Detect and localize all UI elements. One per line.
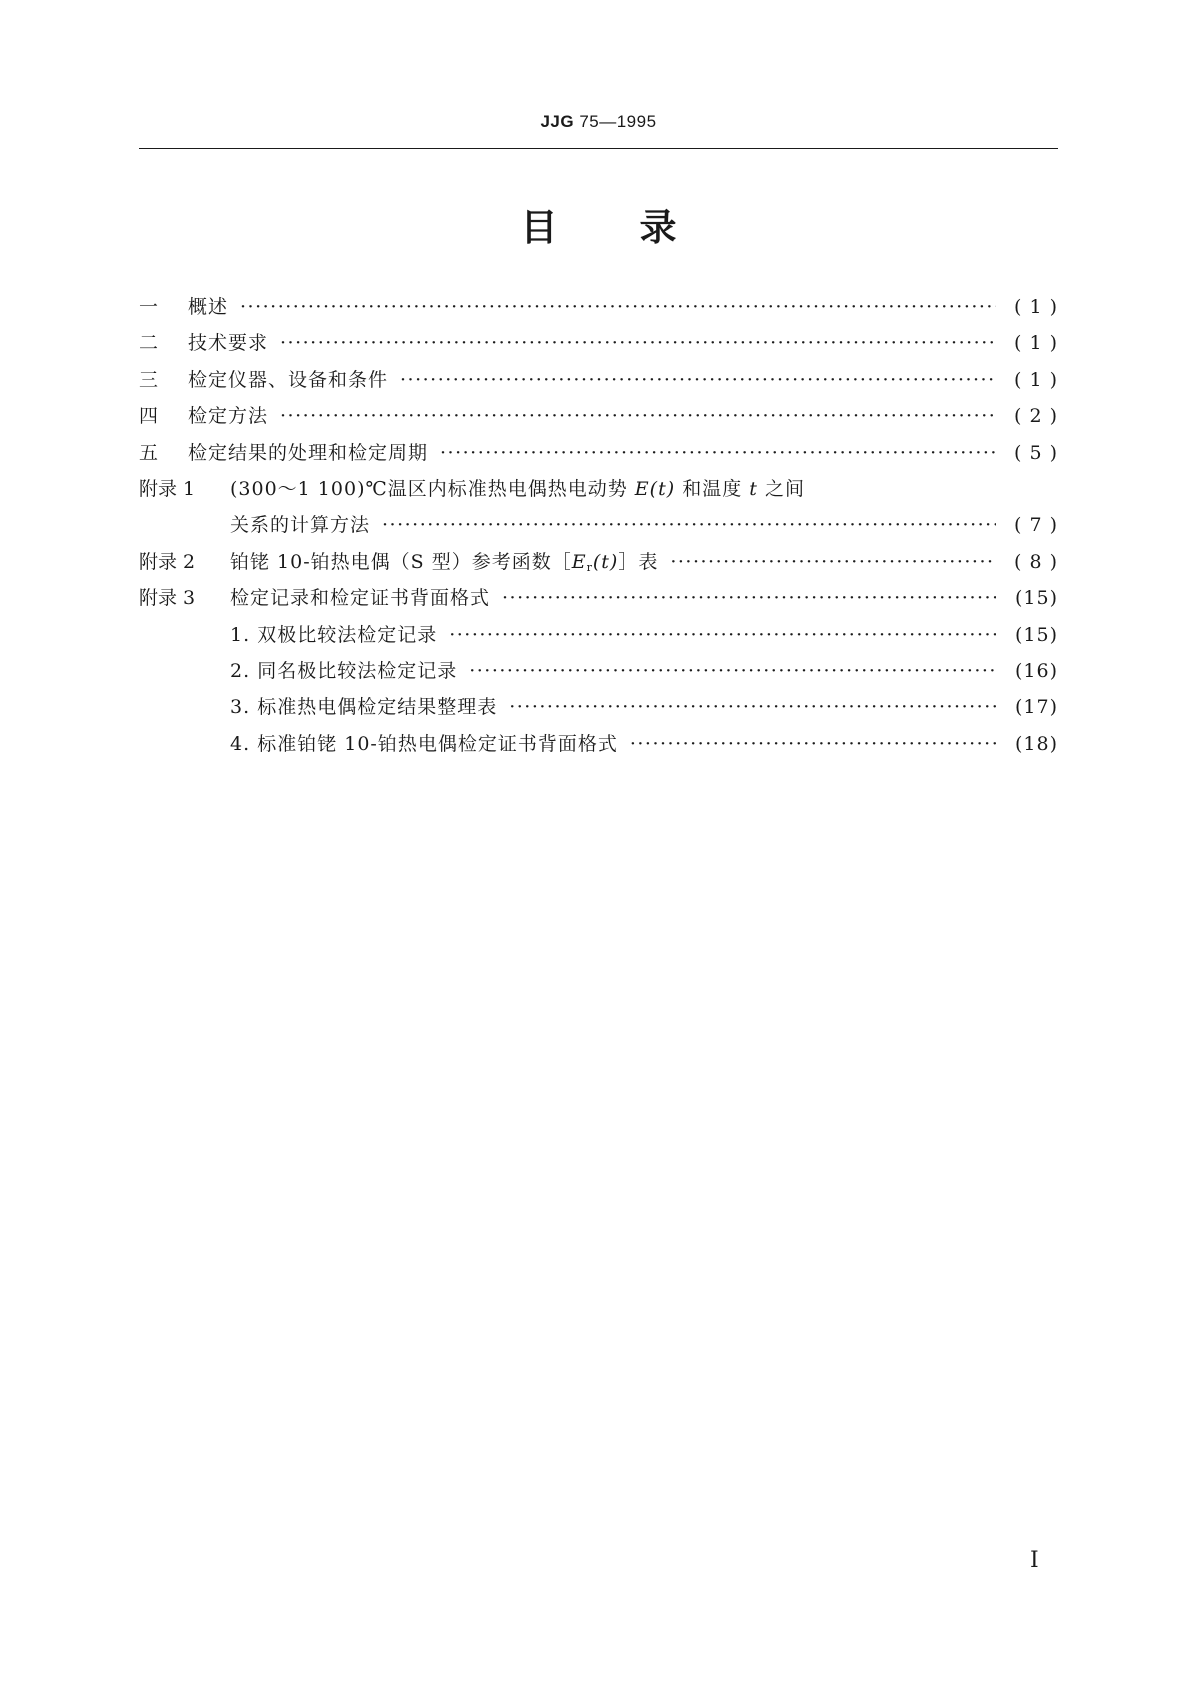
toc-title-char-2: 录 bbox=[639, 206, 677, 249]
toc-entry-page: ( 5 ) bbox=[1014, 441, 1058, 464]
toc-leader-dots bbox=[449, 617, 996, 653]
standard-code: JJG bbox=[540, 112, 575, 131]
document-header bbox=[139, 112, 1058, 132]
toc-leader-dots bbox=[509, 689, 996, 725]
toc-entry-number: 附录 2 bbox=[139, 550, 196, 573]
app2-title-part1: 铂铑 10-铂热电偶（S 型）参考函数［ bbox=[230, 550, 572, 573]
toc-entry-number: 二 bbox=[139, 332, 159, 355]
toc-leader-dots bbox=[630, 726, 996, 762]
toc-entry-app2[interactable] bbox=[139, 544, 1058, 580]
toc-entry-title: 检定仪器、设备和条件 bbox=[188, 368, 389, 391]
toc-entry-number: 附录 1 bbox=[139, 477, 196, 500]
toc-leader-dots bbox=[469, 653, 996, 689]
toc-entry-page: ( 2 ) bbox=[1014, 405, 1058, 428]
toc-title bbox=[139, 204, 1058, 252]
app2-title-var2: (t) bbox=[592, 550, 619, 573]
app2-title-var: E bbox=[571, 550, 587, 573]
toc-leader-dots bbox=[240, 289, 996, 325]
toc-leader-dots bbox=[400, 362, 996, 398]
toc-entry-page: (15) bbox=[1014, 623, 1058, 646]
app3-3-title: 标准热电偶检定结果整理表 bbox=[257, 696, 498, 719]
toc-entry-app3-1[interactable] bbox=[139, 617, 1058, 653]
toc-entry-title bbox=[230, 653, 457, 689]
toc-entry-number: 四 bbox=[139, 405, 159, 428]
toc-entry-title bbox=[230, 726, 618, 762]
toc-entry-title bbox=[230, 617, 437, 653]
toc-leader-dots bbox=[502, 580, 996, 616]
toc-leader-dots bbox=[670, 544, 996, 580]
app1-title-var2: t bbox=[749, 477, 758, 500]
toc-entry-page: (17) bbox=[1014, 696, 1058, 719]
toc-title-char-1: 目 bbox=[520, 206, 558, 249]
toc-entry-title: 检定结果的处理和检定周期 bbox=[188, 441, 429, 464]
header-rule bbox=[139, 148, 1058, 149]
toc-entry-title: 检定记录和检定证书背面格式 bbox=[230, 587, 491, 610]
toc-leader-dots bbox=[280, 325, 996, 361]
toc-entry-number: 附录 3 bbox=[139, 587, 196, 610]
toc-entry-number: 2. bbox=[230, 659, 251, 682]
app1-title-part3: 之间 bbox=[764, 477, 805, 500]
toc-entry-number: 三 bbox=[139, 368, 159, 391]
toc-entry-title bbox=[230, 471, 805, 507]
toc-entry-ch5[interactable] bbox=[139, 435, 1058, 471]
app3-2-title: 同名极比较法检定记录 bbox=[257, 659, 458, 682]
app1-title-part1: (300～1 100)℃温区内标准热电偶热电动势 bbox=[230, 477, 628, 500]
toc-entry-title bbox=[230, 689, 497, 725]
toc-entry-page: (18) bbox=[1014, 732, 1058, 755]
toc-entry-app3-3[interactable] bbox=[139, 689, 1058, 725]
toc-entry-page: ( 1 ) bbox=[1014, 296, 1058, 318]
toc-leader-dots bbox=[440, 435, 996, 471]
page-number: I bbox=[1030, 1548, 1039, 1573]
toc-entry-page: ( 1 ) bbox=[1014, 332, 1058, 355]
toc-entry-ch1[interactable] bbox=[139, 289, 1058, 325]
toc-entry-title: 技术要求 bbox=[188, 332, 269, 355]
table-of-contents bbox=[139, 289, 1058, 762]
app1-title-part2: 和温度 bbox=[682, 477, 743, 500]
toc-entry-page: ( 1 ) bbox=[1014, 368, 1058, 391]
toc-entry-number: 五 bbox=[139, 441, 159, 464]
app2-title-part2: ］表 bbox=[618, 550, 659, 573]
toc-entry-app1-line1[interactable] bbox=[139, 471, 1058, 507]
app3-1-title: 双极比较法检定记录 bbox=[257, 623, 438, 646]
toc-entry-ch3[interactable] bbox=[139, 362, 1058, 398]
toc-entry-page: ( 8 ) bbox=[1014, 550, 1058, 573]
toc-entry-app3-2[interactable] bbox=[139, 653, 1058, 689]
toc-entry-page: (16) bbox=[1014, 659, 1058, 682]
toc-entry-title: 关系的计算方法 bbox=[230, 514, 371, 537]
toc-entry-number: 3. bbox=[230, 696, 251, 719]
app3-4-title: 标准铂铑 10-铂热电偶检定证书背面格式 bbox=[257, 732, 618, 755]
standard-number: 75—1995 bbox=[579, 112, 657, 131]
app1-title-var: E(t) bbox=[634, 477, 676, 500]
toc-entry-page: (15) bbox=[1014, 587, 1058, 610]
toc-entry-page: ( 7 ) bbox=[1014, 514, 1058, 537]
toc-entry-app1-line2[interactable] bbox=[139, 507, 1058, 543]
toc-entry-app3-4[interactable] bbox=[139, 726, 1058, 762]
app2-title-subscript: r bbox=[586, 560, 593, 574]
toc-entry-ch2[interactable] bbox=[139, 325, 1058, 361]
toc-entry-number: 1. bbox=[230, 623, 251, 646]
toc-entry-title: 概述 bbox=[188, 296, 229, 318]
toc-entry-app3[interactable] bbox=[139, 580, 1058, 616]
toc-entry-number: 4. bbox=[230, 732, 251, 755]
toc-entry-ch4[interactable] bbox=[139, 398, 1058, 434]
toc-leader-dots bbox=[382, 507, 996, 543]
toc-entry-title: 检定方法 bbox=[188, 405, 269, 428]
toc-leader-dots bbox=[280, 398, 996, 434]
toc-entry-number: 一 bbox=[139, 296, 159, 318]
